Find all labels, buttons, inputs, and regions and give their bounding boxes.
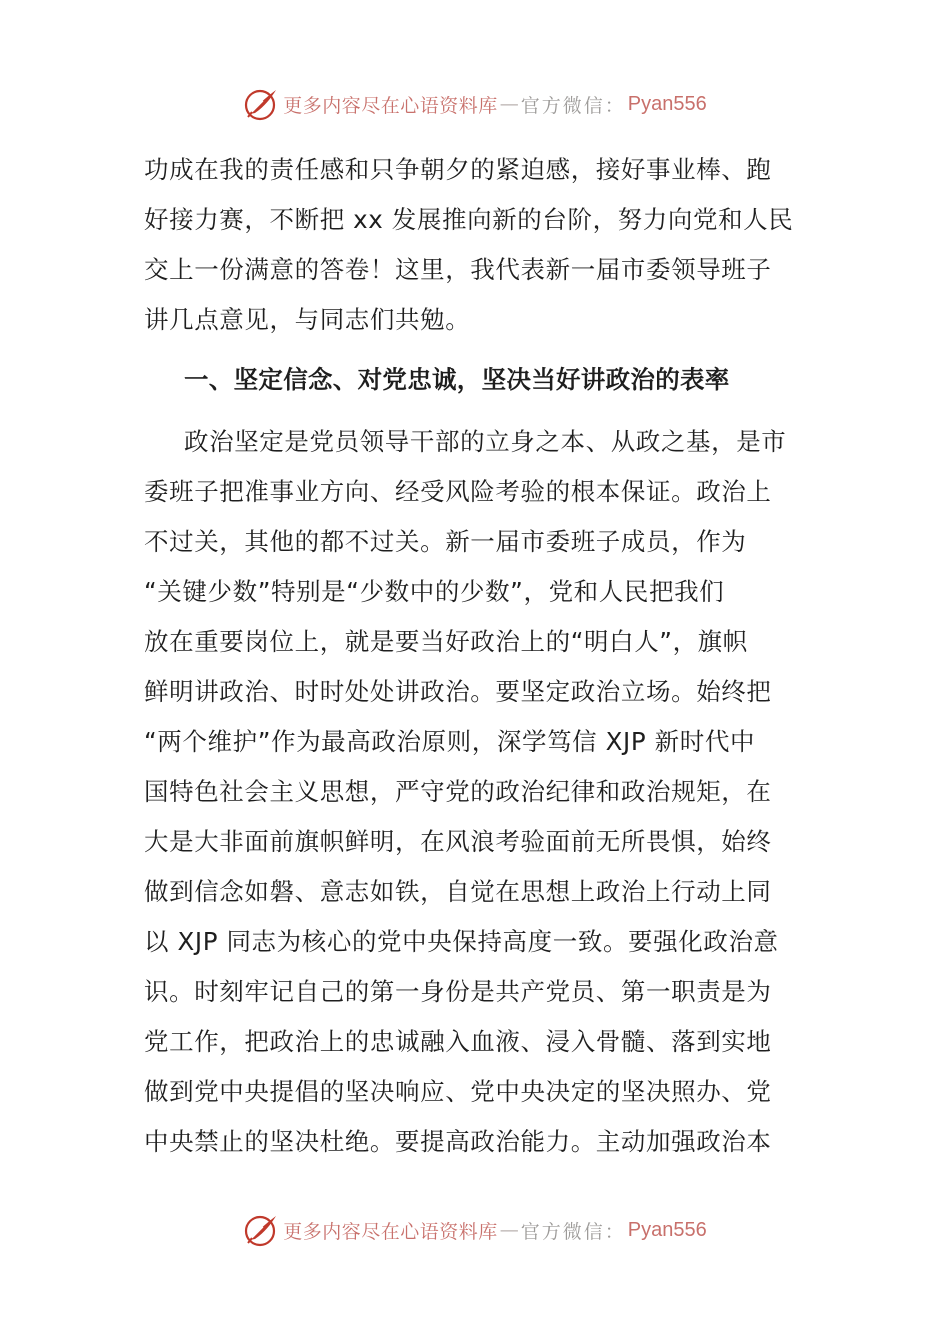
watermark-brand: 更多内容尽在心语资料库: [283, 1220, 498, 1243]
text-line: “两个维护”作为最高政治原则，深学笃信 XJP 新时代中: [144, 727, 756, 756]
text-line: 政治坚定是党员领导干部的立身之本、从政之基，是市: [184, 427, 787, 456]
header-watermark: [0, 84, 950, 124]
text-line: 党工作，把政治上的忠诚融入血液、浸入骨髓、落到实地: [144, 1027, 772, 1056]
document-body: [144, 145, 808, 1167]
watermark-separator: —: [499, 93, 519, 115]
quill-logo-icon: [243, 1212, 279, 1248]
text-line: 放在重要岗位上，就是要当好政治上的“明白人”，旗帜: [144, 627, 748, 656]
text-line: “关键少数”特别是“少数中的少数”，党和人民把我们: [144, 577, 725, 606]
watermark-separator: —: [499, 1219, 519, 1241]
text-line: 交上一份满意的答卷！这里，我代表新一届市委领导班子: [144, 255, 772, 284]
text-line: 鲜明讲政治、时时处处讲政治。要坚定政治立场。始终把: [144, 677, 772, 706]
quill-logo-icon: [243, 86, 279, 122]
text-line: 以 XJP 同志为核心的党中央保持高度一致。要强化政治意: [144, 927, 779, 956]
text-line: 好接力赛，不断把 xx 发展推向新的台阶，努力向党和人民: [144, 205, 794, 234]
text-line: 国特色社会主义思想，严守党的政治纪律和政治规矩，在: [144, 777, 772, 806]
watermark-wechat-id: Pyan556: [627, 1218, 707, 1241]
text-line: 讲几点意见，与同志们共勉。: [144, 305, 471, 334]
text-line: 识。时刻牢记自己的第一身份是共产党员、第一职责是为: [144, 977, 772, 1006]
text-line: 委班子把准事业方向、经受风险考验的根本保证。政治上: [144, 477, 772, 506]
text-line: 做到信念如磐、意志如铁，自觉在思想上政治上行动上同: [144, 877, 772, 906]
watermark-wechat-label: 官方微信：: [520, 94, 626, 117]
watermark-wechat-label: 官方微信：: [520, 1220, 626, 1243]
watermark-brand: 更多内容尽在心语资料库: [283, 94, 498, 117]
watermark-wechat-id: Pyan556: [627, 92, 707, 115]
footer-watermark: [0, 1210, 950, 1250]
text-line: 功成在我的责任感和只争朝夕的紧迫感，接好事业棒、跑: [144, 155, 772, 184]
text-line: 大是大非面前旗帜鲜明，在风浪考验面前无所畏惧，始终: [144, 827, 772, 856]
text-line: 不过关，其他的都不过关。新一届市委班子成员，作为: [144, 527, 747, 556]
text-line: 做到党中央提倡的坚决响应、党中央决定的坚决照办、党: [144, 1077, 772, 1106]
text-line: 中央禁止的坚决杜绝。要提高政治能力。主动加强政治本: [144, 1127, 772, 1156]
section-heading: 一、坚定信念、对党忠诚，坚决当好讲政治的表率: [184, 365, 730, 394]
